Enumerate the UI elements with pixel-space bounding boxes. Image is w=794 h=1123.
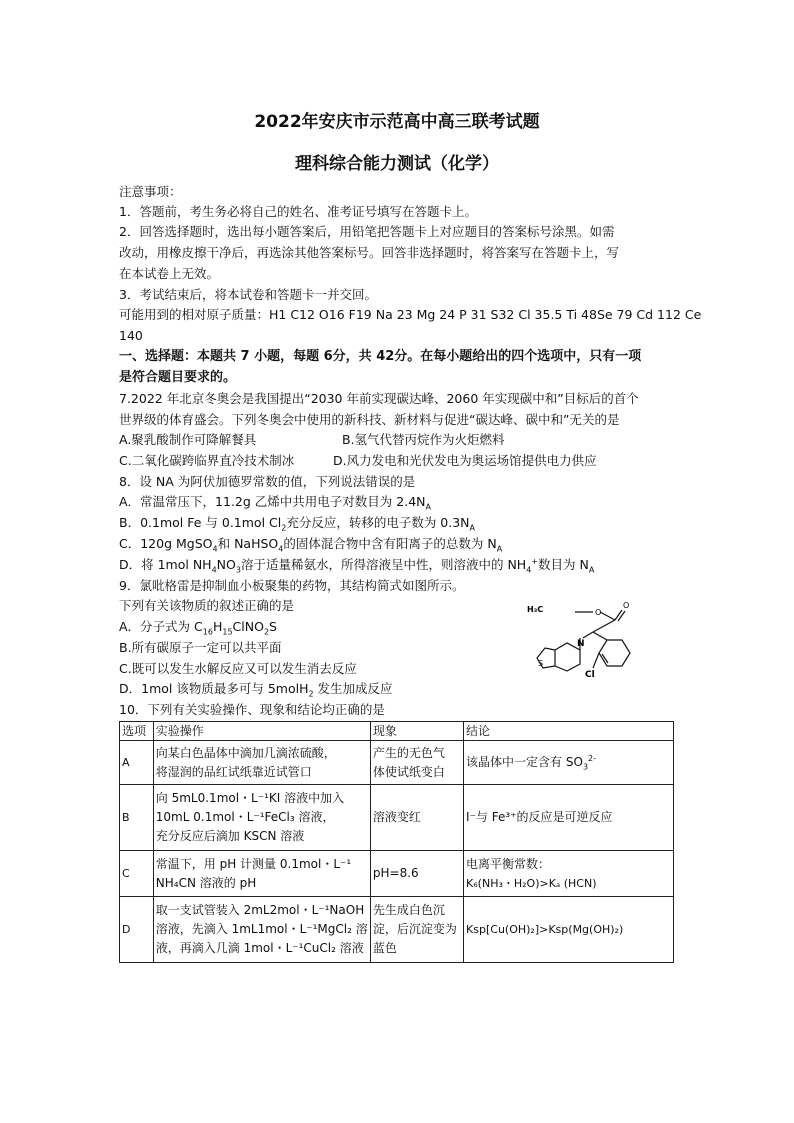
q8-stem: 8．设 NA 为阿伏加德罗常数的值，下列说法错误的是 [119,474,416,489]
q9-a-s1: 16 [202,627,213,637]
q8-option-b [119,513,475,533]
struct-s-label: S [538,659,544,668]
row-c-conclusion [464,851,674,897]
q7-option-d: D.风力发电和光伏发电为奥运场馆提供电力供应 [333,453,597,468]
q8-c-pre: C．120g MgSO [119,536,213,551]
row-d-conclusion: Ksp[Cu(OH)₂]>Ksp(Mg(OH)₂) [464,897,674,963]
q8-option-c [119,534,502,554]
q9-a-s2: 15 [222,627,233,637]
q8-d-sub2: 3 [235,565,241,575]
section-heading-line-1: 一、选择题：本题共 7 小题，每题 6分，共 42分。在每小题给出的四个选项中，只有一项 [119,349,642,364]
q7-stem-line-1: 7.2022 年北京冬奥会是我国提出“2030 年前实现碳达峰、2060 年实现碳中和”目标后的首个 [119,391,639,406]
note-2-line-1: 2．回答选择题时，选出每小题答案后，用铅笔把答题卡上对应题目的答案标号涂黑。如需 [119,224,615,239]
header-operation: 实验操作 [153,722,370,741]
q9-d-pre: D．1mol 该物质最多可与 5molH [119,681,309,696]
q10-table [119,721,674,963]
row-d-option: D [120,897,154,963]
row-b-conclusion: I⁻与 Fe³⁺的反应是可逆反应 [464,785,674,851]
row-a-con-sup: 2- [588,754,597,763]
q8-d-sub3: 4 [526,565,532,575]
q8-d-sup: + [531,556,538,566]
row-d-op-1: 取一支试管装入 2mL2mol・L⁻¹NaOH [155,903,365,917]
q9-a-h: H [212,619,223,634]
row-b-op-1: 向 5mL0.1mol・L⁻¹KI 溶液中加入 [155,791,345,805]
table-row [120,851,674,897]
row-d-phenomenon [370,897,463,963]
table-row [120,741,674,785]
header-phenomenon: 现象 [370,722,463,741]
note-3: 3．考试结束后，将本试卷和答题卡一并交回。 [119,287,377,302]
exam-subtitle: 理科综合能力测试（化学） [295,154,499,174]
q8-c-sub1: 4 [212,544,218,554]
row-a-op-1: 向某白色晶体中滴加几滴浓硫酸， [155,745,336,760]
q9-a-s3: 2 [263,627,270,637]
struct-carbonyl-o-label: O [623,601,630,610]
q8-a-text: A．常温常压下，11.2g 乙烯中共用电子对数目为 2.4N [119,494,426,509]
q7-option-a: A.聚乳酸制作可降解餐具 [119,432,257,447]
row-d-operation [153,897,370,963]
row-a-con-sub: 3 [582,762,589,772]
row-d-ph-2: 淀，后沉淀变为 [372,922,457,936]
q7-option-b: B.氢气代替丙烷作为火炬燃料 [342,432,505,447]
row-d-op-3: 液，再滴入几滴 1mol・L⁻¹CuCl₂ 溶液 [155,941,364,955]
q8-b-mid: 充分反应，转移的电子数为 0.3N [286,515,470,530]
q8-d-end: 数目为 N [538,557,589,572]
q8-b-sub2: A [469,523,476,533]
struct-n-label: N [577,639,585,649]
q10-stem: 10．下列有关实验操作、现象和结论均正确的是 [119,702,385,717]
q8-b-pre: B．0.1mol Fe 与 0.1mol Cl [119,515,282,530]
q7-option-c: C.二氧化碳跨临界直冷技术制冰 [119,453,295,468]
row-a-operation [153,741,370,785]
q7-stem-line-2: 世界级的体育盛会。下列冬奥会中使用的新科技、新材料与促进“碳达峰、碳中和”无关的是 [119,412,620,427]
q9-a-end: S [269,619,277,634]
q8-c-mid2: 的固体混合物中含有阳离子的总数为 N [283,536,497,551]
q8-option-d [119,555,594,575]
q9-ask: 下列有关该物质的叙述正确的是 [119,598,295,613]
row-c-con-1: 电离平衡常数： [466,856,551,871]
row-d-ph-3: 蓝色 [372,941,397,955]
atomic-mass-line-1: 可能用到的相对原子质量：H1 C12 O16 F19 Na 23 Mg 24 P 31 S32 Cl 35.5 Ti 48Se 79 Cd 112 Ce [119,307,702,322]
row-b-operation [153,785,370,851]
q8-b-sub1: 2 [281,523,287,533]
q8-c-mid: 和 NaHSO [217,536,279,551]
row-d-op-2: 溶液，先滴入 1mL1mol・L⁻¹MgCl₂ 溶 [155,922,368,936]
row-b-option: B [120,785,154,851]
header-conclusion: 结论 [464,722,674,741]
section-heading-line-2: 是符合题目要求的。 [119,370,237,385]
q9-option-a [119,617,277,637]
q8-c-sub2: 4 [278,544,284,554]
struct-ether-o-label: O [595,608,602,617]
row-c-op-2: NH₄CN 溶液的 pH [155,875,257,890]
q9-a-mid: ClNO [232,619,264,634]
q9-d-sub: 2 [308,689,314,699]
row-c-phenomenon: pH=8.6 [370,851,463,897]
row-c-op-1: 常温下，用 pH 计测量 0.1mol・L⁻¹ [155,856,352,871]
notes-heading: 注意事项： [119,184,182,199]
q8-d-pre: D．将 1mol NH [119,557,212,572]
row-a-ph-2: 体使试纸变白 [372,764,445,779]
row-a-ph-1: 产生的无色气 [372,745,445,760]
note-1: 1．答题前，考生务必将自己的姓名、准考证号填写在答题卡上。 [119,204,477,219]
q8-c-sub3: A [496,544,503,554]
q9-option-d [119,679,393,699]
atomic-mass-line-2: 140 [119,328,143,343]
q9-option-b: B.所有碳原子一定可以共平面 [119,640,282,655]
q8-a-sub: A [425,502,431,512]
table-row [120,785,674,851]
q8-option-a [119,492,431,512]
q9-option-c: C.既可以发生水解反应又可以发生消去反应 [119,661,357,676]
row-b-phenomenon: 溶液变红 [370,785,463,851]
clopidogrel-structure [525,598,675,683]
exam-title: 2022年安庆市示范高中高三联考试题 [254,112,540,132]
row-a-phenomenon [370,741,463,785]
row-a-option: A [120,741,154,785]
struct-methyl-label: H₃C [527,605,544,614]
q8-d-sub1: 4 [211,565,217,575]
q8-d-mid: NO [216,557,236,572]
q9-a-pre: A．分子式为 C [119,619,203,634]
row-a-con: 该晶体中一定含有 SO [466,755,583,769]
row-d-ph-1: 先生成白色沉 [372,903,445,917]
note-2-line-2: 改动，用橡皮擦干净后，再选涂其他答案标号。回答非选择题时，将答案写在答题卡上，写 [119,245,620,260]
row-c-con-2: K₆(NH₃・H₂O)>Kₐ (HCN) [466,876,597,890]
q8-d-mid2: 溶于适量稀氨水，所得溶液呈中性，则溶液中的 NH [240,557,527,572]
table-row [120,897,674,963]
row-b-op-3: 充分反应后滴加 KSCN 溶液 [155,829,305,843]
struct-cl-label: Cl [585,670,595,680]
q9-d-end: 发生加成反应 [313,681,393,696]
row-a-op-2: 将湿润的品红试纸靠近试管口 [155,764,312,779]
row-a-conclusion [464,741,674,785]
table-header-row [120,722,674,741]
row-b-op-2: 10mL 0.1mol・L⁻¹FeCl₃ 溶液， [155,810,335,824]
note-2-line-3: 在本试卷上无效。 [119,266,220,281]
header-option: 选项 [120,722,154,741]
q8-d-sub4: A [588,565,595,575]
row-c-operation [153,851,370,897]
q9-stem: 9．氯吡格雷是抑制血小板聚集的药物，其结构简式如图所示。 [119,578,465,593]
row-c-option: C [120,851,154,897]
